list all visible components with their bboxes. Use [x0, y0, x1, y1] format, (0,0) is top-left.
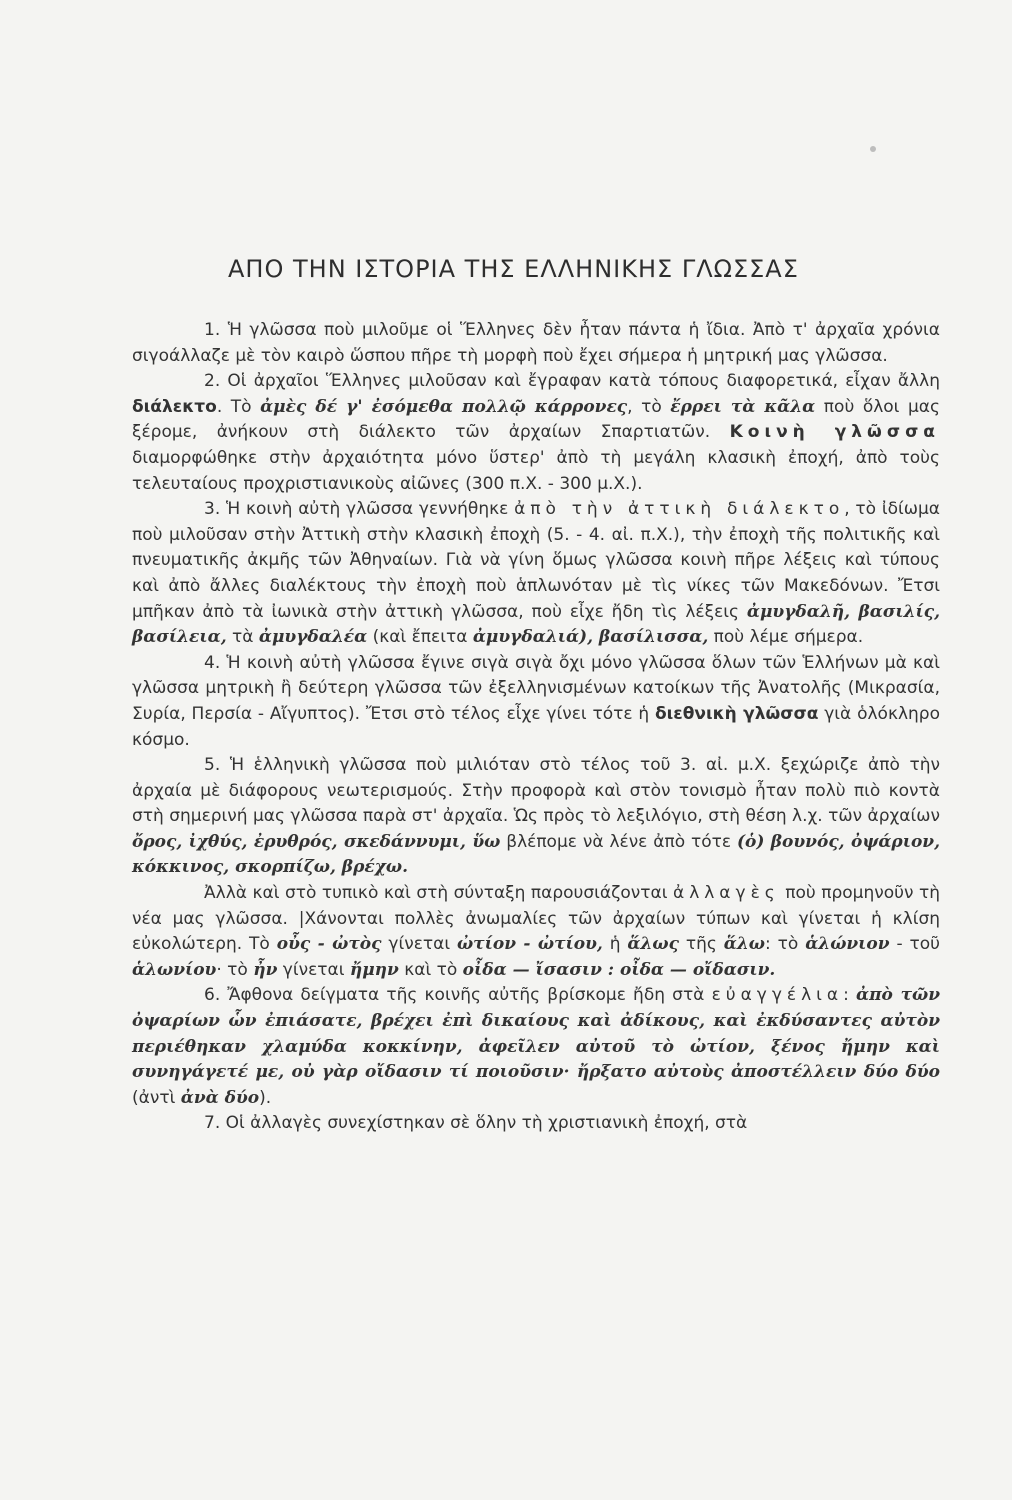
term-dialect: διάλεκτο: [132, 396, 217, 417]
paragraph-1: 1. Ἡ γλῶσσα ποὺ μιλοῦμε οἱ Ἕλληνες δὲν ἦταν πάντα ἡ ἴδια. Ἀπὸ τ' ἀρχαῖα χρόνια σιγοάλλαζε μὲ τὸν καιρὸ ὥσπου πῆρε τὴ μορφὴ ποὺ ἔχει σήμερα ἡ μητρική μας γλῶσσα.: [132, 320, 940, 366]
example-spartan-2: ἔρρει τὰ κᾶλα: [670, 396, 816, 417]
example-ionic-2: ἀμυγδαλέα: [258, 627, 368, 648]
example-form-4: ἅλω: [723, 934, 765, 955]
article-body: [132, 318, 940, 1137]
example-ancient-words: ὄρος, ἰχθύς, ἐρυθρός, σκεδάννυμι, ὕω: [132, 831, 501, 852]
example-spartan-1: ἀμὲς δέ γ' ἐσόμεθα πολλῷ κάρρονες: [260, 396, 628, 417]
term-koine: Κοινὴ γλῶσσα: [729, 422, 940, 443]
term-attic: ἀπὸ τὴν ἀττικὴ διάλεκτο: [514, 499, 845, 520]
example-form-7: ἦν: [253, 959, 278, 980]
paragraph-2: 2. Οἱ ἀρχαῖοι Ἕλληνες μιλοῦσαν καὶ ἔγραφαν κατὰ τόπους διαφορετικά, εἶχαν ἄλλη διάλεκτο. Τὸ ἀμὲς δέ γ' ἐσόμεθα πολλῷ κάρρονες, τὸ ἔρρει τὰ κᾶλα ποὺ ὅλοι μας ξέρομε, ἀνήκουν στὴ διάλεκτο τῶν ἀρχαίων Σπαρτιατῶν. Κοινὴ γλῶσσα διαμορφώθηκε στὴν ἀρχαιότητα μόνο ὕστερ' ἀπὸ τὴ μεγάλη κλασικὴ ἐποχή, ἀπὸ τοὺς τελευταίους προχριστιανικοὺς αἰῶνες (300 π.Χ. - 300 μ.Χ.).: [132, 371, 940, 494]
example-form-9: οἶδα — ἴσασιν : οἶδα — οἴδασιν.: [462, 959, 776, 980]
example-ionic-3: ἀμυγδαλιά), βασίλισσα,: [472, 627, 709, 648]
term-changes: ἀλλαγὲς: [672, 883, 780, 904]
example-new-words: (ὁ) βουνός, ὀψάριον, κόκκινος, σκορπίζω, βρέχω.: [132, 831, 940, 878]
paragraph-5: 5. Ἡ ἑλληνικὴ γλῶσσα ποὺ μιλιόταν στὸ τέλος τοῦ 3. αἰ. μ.Χ. ξεχώριζε ἀπὸ τὴν ἀρχαία μὲ διάφορους νεωτερισμούς. Στὴν προφορὰ καὶ στὸν τονισμὸ ἦταν πολὺ πιὸ κοντὰ στὴ σημερινή μας γλῶσσα παρὰ στ' ἀρχαῖα. Ὡς πρὸς τὸ λεξιλόγιο, στὴ θέση λ.χ. τῶν ἀρχαίων ὄρος, ἰχθύς, ἐρυθρός, σκεδάννυμι, ὕω βλέπομε νὰ λένε ἀπὸ τότε (ὁ) βουνός, ὀψάριον, κόκκινος, σκορπίζω, βρέχω.: [132, 755, 940, 878]
paragraph-7: 7. Οἱ ἀλλαγὲς συνεχίστηκαν σὲ ὅλην τὴ χριστιανικὴ ἐποχή, στὰ: [204, 1113, 748, 1134]
example-ionic-1: ἀμυγδαλῆ, βασιλίς, βασίλεια,: [132, 601, 940, 648]
example-form-3: ἅλως: [627, 934, 679, 955]
example-form-1: οὖς - ὠτὸς: [276, 934, 382, 955]
example-gospel-quotes: ἀπὸ τῶν ὀψαρίων ὧν ἐπιάσατε, βρέχει ἐπὶ δικαίους καὶ ἀδίκους, καὶ ἐκδύσαντες αὐτὸν περιέθηκαν χλαμύδα κοκκίνην, ἀφεῖλεν αὐτοῦ τὸ ὠτίον, ξένος ἤμην καὶ συνηγάγετέ με, οὐ γὰρ οἴδασιν τί ποιοῦσιν· ἤρξατο αὐτοὺς ἀποστέλλειν δύο δύο: [132, 985, 940, 1083]
paragraph-4: 4. Ἡ κοινὴ αὐτὴ γλῶσσα ἔγινε σιγὰ σιγὰ ὄχι μόνο γλῶσσα ὅλων τῶν Ἑλλήνων μὰ καὶ γλῶσσα μητρικὴ ἢ δεύτερη γλῶσσα τῶν ἐξελληνισμένων κατοίκων τῆς Ἀνατολῆς (Μικρασία, Συρία, Περσία - Αἴγυπτος). Ἔτσι στὸ τέλος εἶχε γίνει τότε ἡ διεθνικὴ γλῶσσα γιὰ ὁλόκληρο κόσμο.: [132, 652, 940, 750]
paragraph-3: 3. Ἡ κοινὴ αὐτὴ γλῶσσα γεννήθηκε ἀπὸ τὴν ἀττικὴ διάλεκτο, τὸ ἰδίωμα ποὺ μιλοῦσαν στὴν Ἀττικὴ στὴν κλασικὴ ἐποχὴ (5. - 4. αἰ. π.Χ.), τὴν ἐποχὴ τῆς πολιτικῆς καὶ πνευματικῆς ἀκμῆς τῶν Ἀθηναίων. Γιὰ νὰ γίνη ὅμως γλῶσσα κοινὴ πῆρε λέξεις καὶ τύπους καὶ ἀπὸ ἄλλες διαλέκτους τὴν ἐποχὴ ποὺ ἁπλωνόταν μὲ τὶς νίκες τῶν Μακεδόνων. Ἔτσι μπῆκαν ἀπὸ τὰ ἰωνικὰ στὴν ἀττικὴ γλῶσσα, ποὺ εἶχε ἤδη τὶς λέξεις ἀμυγδαλῆ, βασιλίς, βασίλεια, τὰ ἀμυγδαλέα (καὶ ἔπειτα ἀμυγδαλιά), βασίλισσα, ποὺ λέμε σήμερα.: [132, 499, 940, 648]
page-title: ΑΠΟ ΤΗΝ ΙΣΤΟΡΙΑ ΤΗΣ ΕΛΛΗΝΙΚΗΣ ΓΛΩΣΣΑΣ: [228, 255, 799, 283]
term-international: διεθνικὴ γλῶσσα: [654, 703, 819, 724]
example-form-6: ἁλωνίου: [132, 959, 217, 980]
example-form-5: ἁλώνιον: [805, 934, 890, 955]
paragraph-6: 6. Ἄφθονα δείγματα τῆς κοινῆς αὐτῆς βρίσκομε ἤδη στὰ εὐαγγέλια: ἀπὸ τῶν ὀψαρίων ὧν ἐπιάσατε, βρέχει ἐπὶ δικαίους καὶ ἀδίκους, καὶ ἐκδύσαντες αὐτὸν περιέθηκαν χλαμύδα κοκκίνην, ἀφεῖλεν αὐτοῦ τὸ ὠτίον, ξένος ἤμην καὶ συνηγάγετέ με, οὐ γὰρ οἴδασιν τί ποιοῦσιν· ἤρξατο αὐτοὺς ἀποστέλλειν δύο δύο (ἀντὶ ἀνὰ δύο).: [132, 985, 940, 1108]
term-gospels: εὐαγγέλια: [711, 985, 844, 1006]
example-form-2: ὠτίον - ὠτίου,: [457, 934, 603, 955]
example-ana-dyo: ἀνὰ δύο: [180, 1087, 260, 1108]
example-form-8: ἤμην: [349, 959, 399, 980]
paragraph-5b: Ἀλλὰ καὶ στὸ τυπικὸ καὶ στὴ σύνταξη παρουσιάζονται ἀλλαγὲς ποὺ προμηνοῦν τὴ νέα μας γλῶσσα. |Χάνονται πολλὲς ἀνωμαλίες τῶν ἀρχαίων τύπων καὶ γίνεται ἡ κλίση εὐκολώτερη. Τὸ οὖς - ὠτὸς γίνεται ὠτίον - ὠτίου, ἡ ἅλως τῆς ἅλω: τὸ ἁλώνιον - τοῦ ἁλωνίου· τὸ ἦν γίνεται ἤμην καὶ τὸ οἶδα — ἴσασιν : οἶδα — οἴδασιν.: [132, 883, 940, 980]
print-speck: [870, 146, 876, 152]
